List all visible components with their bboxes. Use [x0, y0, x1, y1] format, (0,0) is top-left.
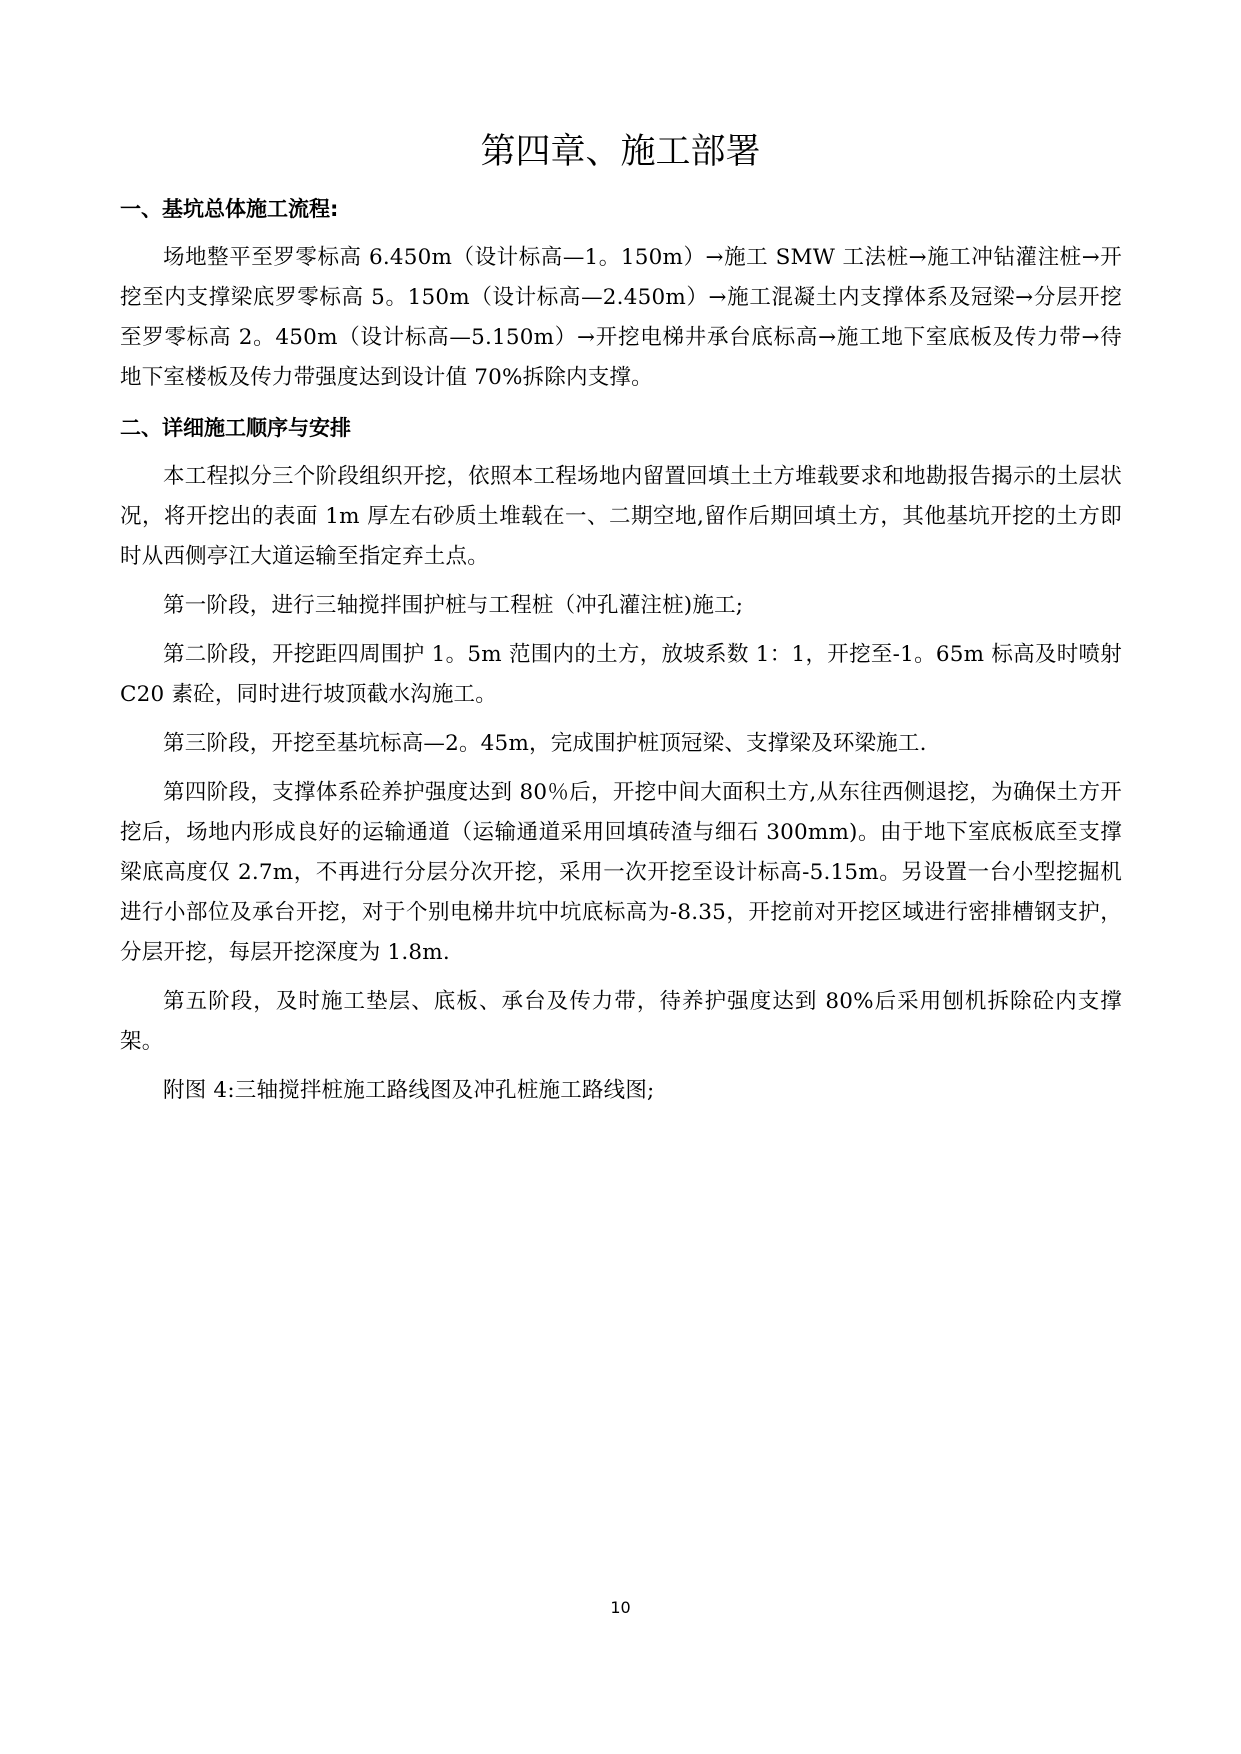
section-heading-2: 二、详细施工顺序与安排 — [120, 416, 351, 440]
section-2-paragraph-5: 第四阶段，支撑体系砼养护强度达到 80％后，开挖中间大面积土方,从东往西侧退挖，为确保土方开挖后，场地内形成良好的运输通道（运输通道采用回填砖渣与细石 300mm)。由于地下室底板底至支撑梁底高度仅 2.7m，不再进行分层分次开挖，采用一次开挖至设计标高-5.15m。另设置一台小型挖掘机进行小部位及承台开挖，对于个别电梯井坑中坑底标高为-8.35，开挖前对开挖区域进行密排槽钢支护，分层开挖，每层开挖深度为 1.8m. — [120, 780, 1122, 965]
section-2-paragraph-7: 附图 4:三轴搅拌桩施工路线图及冲孔桩施工路线图; — [163, 1078, 655, 1103]
section-2-paragraph-3: 第二阶段，开挖距四周围护 1。5m 范围内的土方，放坡系数 1：1，开挖至-1。65m 标高及时喷射 C20 素砼，同时进行坡顶截水沟施工。 — [120, 642, 1122, 707]
section-2-paragraph-4: 第三阶段，开挖至基坑标高—2。45m，完成围护桩顶冠梁、支撑梁及环梁施工. — [163, 731, 927, 756]
chapter-title: 第四章、施工部署 — [480, 132, 761, 172]
section-2-paragraph-1: 本工程拟分三个阶段组织开挖，依照本工程场地内留置回填土土方堆载要求和地勘报告揭示的土层状况，将开挖出的表面 1m 厚左右砂质土堆载在一、二期空地,留作后期回填土方，其他基坑开挖的土方即时从西侧亭江大道运输至指定弃土点。 — [120, 464, 1122, 569]
section-heading-1: 一、基坑总体施工流程: — [120, 197, 339, 221]
document-body — [120, 194, 1122, 1120]
section-2-paragraph-2: 第一阶段，进行三轴搅拌围护桩与工程桩（冲孔灌注桩)施工; — [163, 593, 744, 618]
section-2-paragraph-6: 第五阶段，及时施工垫层、底板、承台及传力带，待养护强度达到 80%后采用刨机拆除砼内支撑架。 — [120, 989, 1122, 1054]
page-number: 10 — [610, 1598, 631, 1617]
section-1-paragraph: 场地整平至罗零标高 6.450m（设计标高—1。150m）→施工 SMW 工法桩→施工冲钻灌注桩→开挖至内支撑梁底罗零标高 5。150m（设计标高—2.450m）→施工混凝土内支撑体系及冠梁→分层开挖至罗零标高 2。450m（设计标高—5.150m）→开挖电梯井承台底标高→施工地下室底板及传力带→待地下室楼板及传力带强度达到设计值 70%拆除内支撑。 — [120, 245, 1122, 390]
